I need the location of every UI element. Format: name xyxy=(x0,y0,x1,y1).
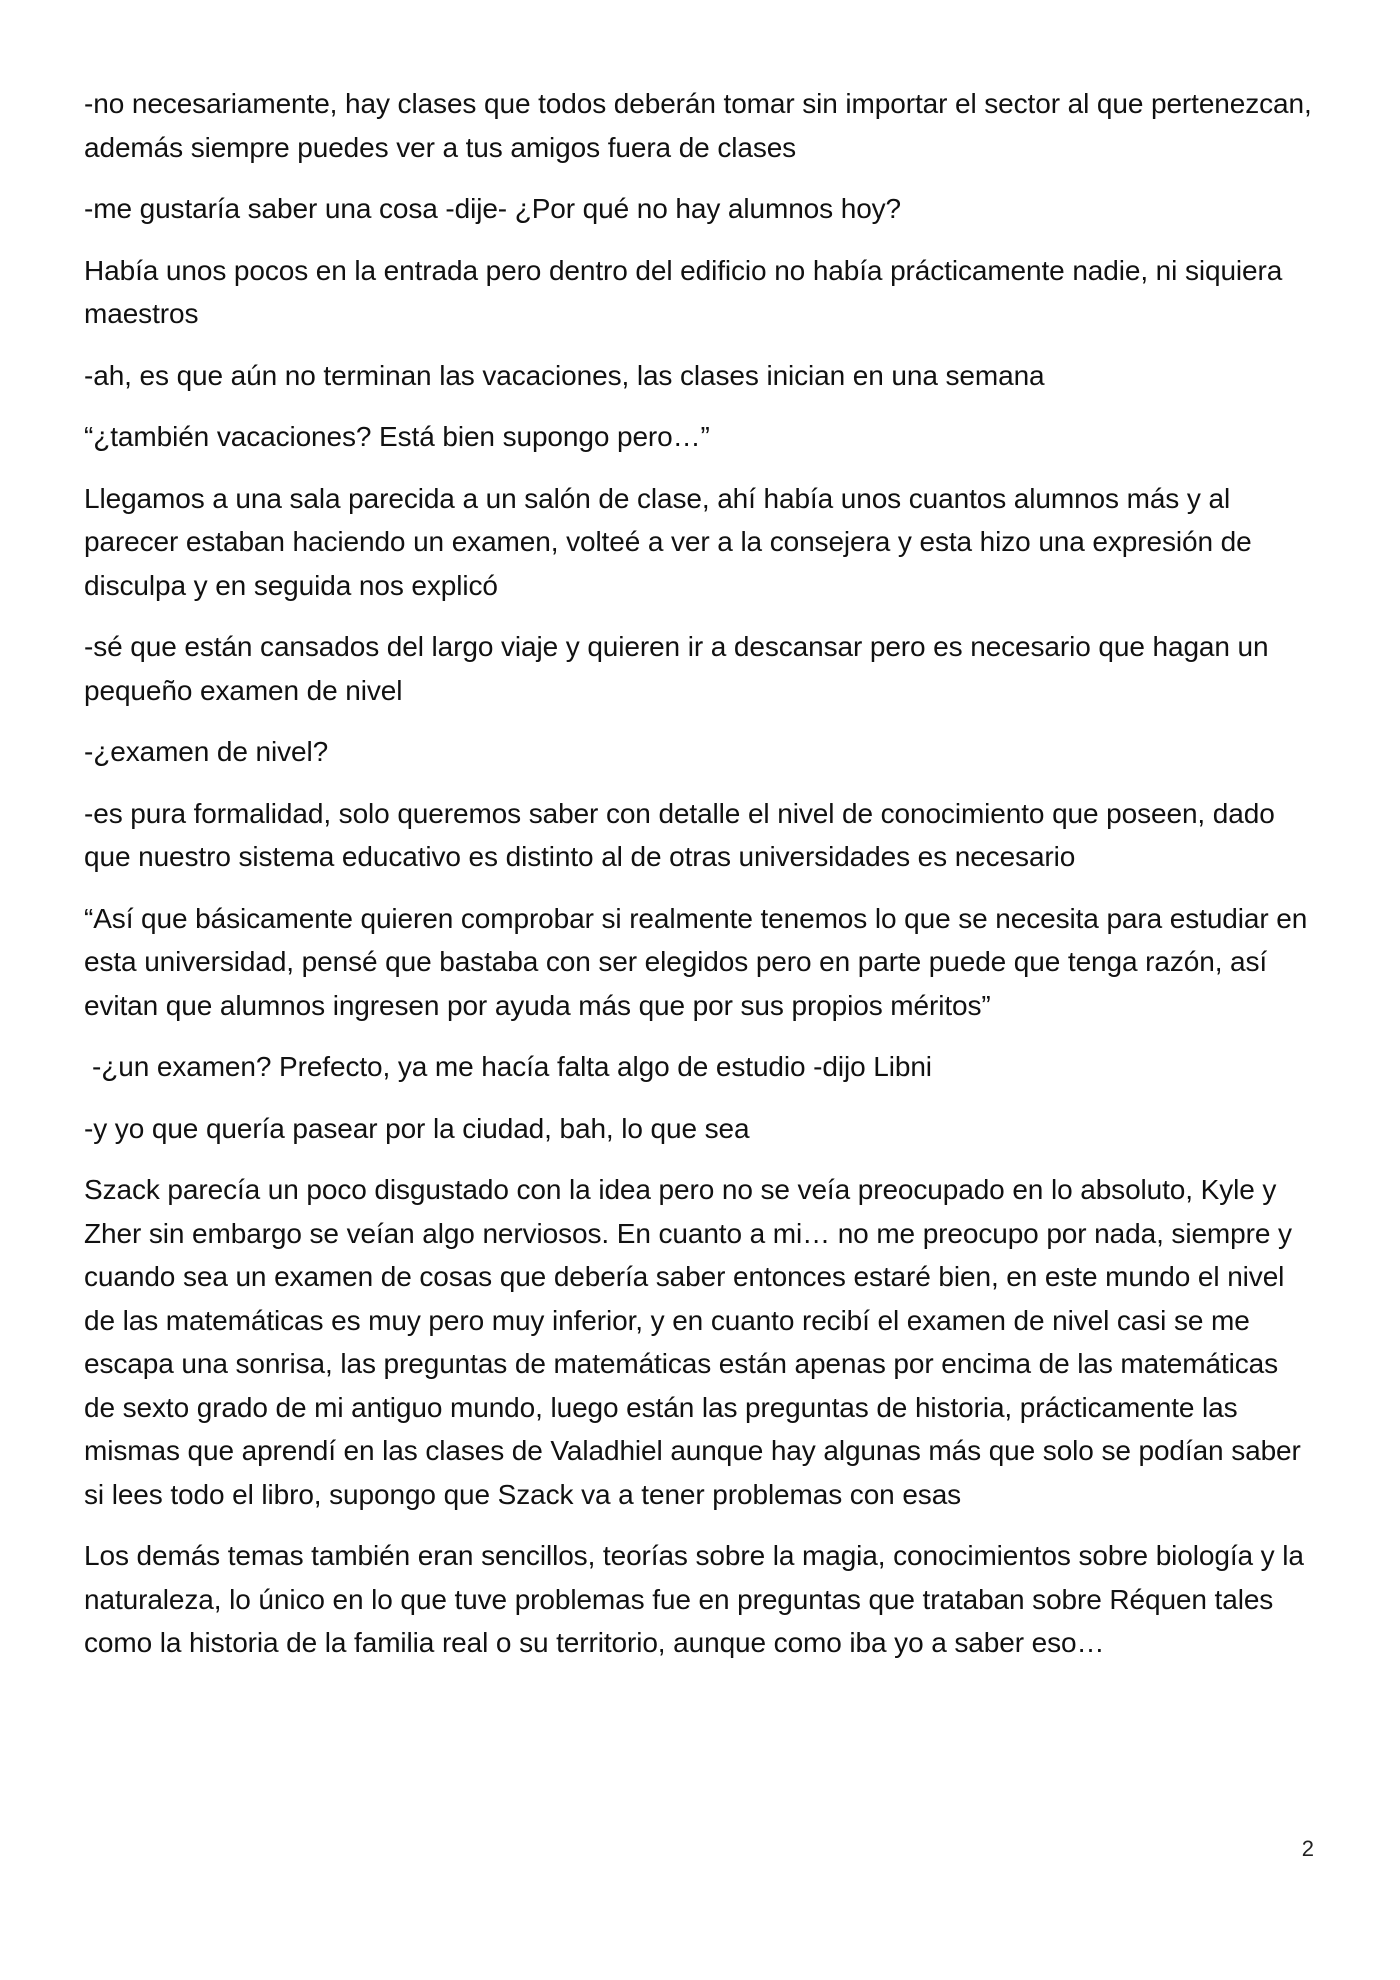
paragraph: Llegamos a una sala parecida a un salón de clase, ahí había unos cuantos alumnos más y al parecer estaban haciendo un examen, volteé a ver a la consejera y esta hizo una expresión de disculpa y en seguida nos explicó xyxy=(84,482,1252,601)
paragraph: Los demás temas también eran sencillos, teorías sobre la magia, conocimientos sobre biología y la naturaleza, lo único en lo que tuve problemas fue en preguntas que trataban sobre Réquen tales como la historia de la familia real o su territorio, aunque como iba yo a saber eso… xyxy=(84,1540,1304,1658)
paragraph: -¿examen de nivel? xyxy=(84,736,329,767)
paragraph: -es pura formalidad, solo queremos saber con detalle el nivel de conocimiento que poseen, dado que nuestro sistema educativo es distinto al de otras universidades es necesario xyxy=(84,797,1275,872)
paragraph: -ah, es que aún no terminan las vacaciones, las clases inician en una semana xyxy=(84,359,1045,391)
document-body xyxy=(84,82,1314,1683)
paragraph: -sé que están cansados del largo viaje y quieren ir a descansar pero es necesario que hagan un pequeño examen de nivel xyxy=(84,631,1269,706)
paragraph: “¿también vacaciones? Está bien supongo pero…” xyxy=(84,421,710,452)
paragraph: “Así que básicamente quieren comprobar si realmente tenemos lo que se necesita para estudiar en esta universidad, pensé que bastaba con ser elegidos pero en parte puede que tenga razón, así evitan que alumnos ingresen por ayuda más que por sus propios méritos” xyxy=(84,902,1308,1021)
paragraph: -no necesariamente, hay clases que todos deberán tomar sin importar el sector al que pertenezcan, además siempre puedes ver a tus amigos fuera de clases xyxy=(84,88,1312,163)
paragraph: -me gustaría saber una cosa -dije- ¿Por qué no hay alumnos hoy? xyxy=(84,193,902,224)
page-number: 2 xyxy=(1301,1836,1314,1861)
paragraph: -¿un examen? Prefecto, ya me hacía falta algo de estudio -dijo Libni xyxy=(92,1051,932,1082)
paragraph: -y yo que quería pasear por la ciudad, bah, lo que sea xyxy=(84,1112,750,1144)
paragraph: Szack parecía un poco disgustado con la idea pero no se veía preocupado en lo absoluto, Kyle y Zher sin embargo se veían algo nerviosos. En cuanto a mi… no me preocupo por nada, siempre y cuando sea un examen de cosas que debería saber entonces estaré bien, en este mundo el nivel de las matemáticas es muy pero muy inferior, y en cuanto recibí el examen de nivel casi se me escapa una sonrisa, las preguntas de matemáticas están apenas por encima de las matemáticas de sexto grado de mi antiguo mundo, luego están las preguntas de historia, prácticamente las mismas que aprendí en las clases de Valadhiel aunque hay algunas más que solo se podían saber si lees todo el libro, supongo que Szack va a tener problemas con esas xyxy=(84,1174,1301,1510)
paragraph: Había unos pocos en la entrada pero dentro del edificio no había prácticamente nadie, ni siquiera maestros xyxy=(84,254,1283,329)
